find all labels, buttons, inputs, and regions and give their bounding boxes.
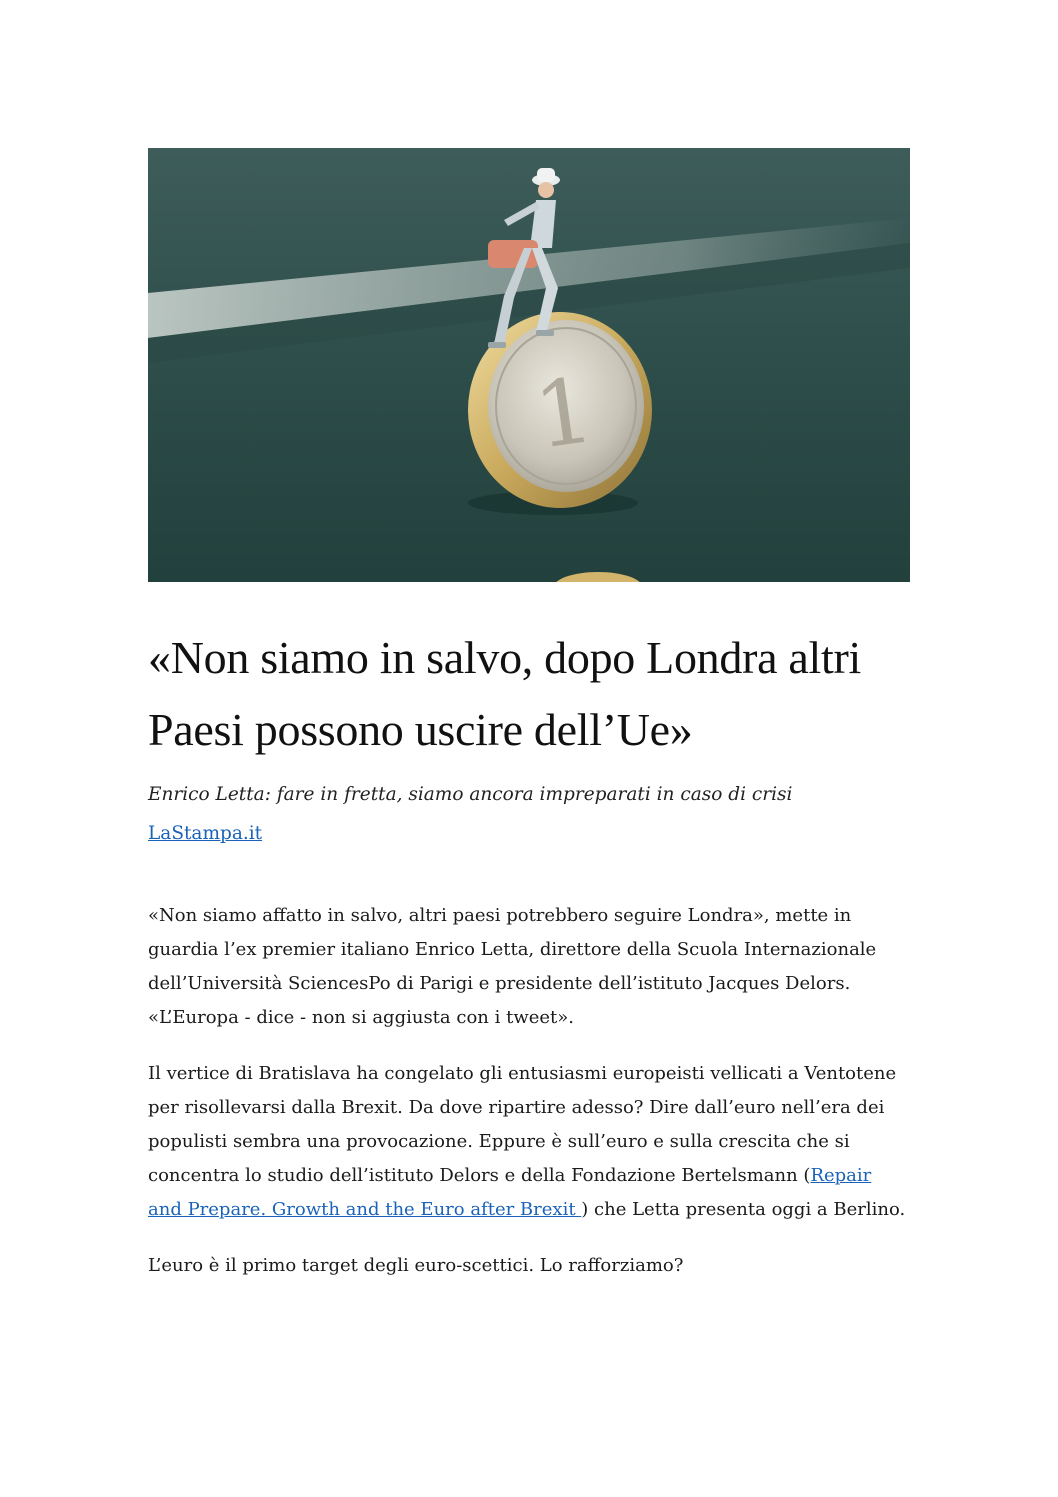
article-body: [148, 899, 910, 1283]
paragraph-1: «Non siamo affatto in salvo, altri paesi potrebbero seguire Londra», mette in guardia l’ex premier italiano Enrico Letta, direttore della Scuola Internazionale dell’Università SciencesPo di Parigi e presidente dell’istituto Jacques Delors. «L’Europa - dice - non si aggiusta con i tweet».: [148, 905, 877, 1028]
coin-figure-illustration: [148, 148, 910, 582]
source-link[interactable]: LaStampa.it: [148, 823, 263, 844]
article-headline: «Non siamo in salvo, dopo Londra altri Paesi possono uscire dell’Ue»: [148, 632, 861, 755]
paragraph-2-text-after: ) che Letta presenta oggi a Berlino.: [581, 1199, 906, 1220]
paragraph-2-text-before: Il vertice di Bratislava ha congelato gli entusiasmi europeisti vellicati a Ventotene per risollevarsi dalla Brexit. Da dove ripartire adesso? Dire dall’euro nell’era dei populisti sembra una provocazione. Eppure è sull’euro e sulla crescita che si concentra lo studio dell’istituto Delors e della Fondazione Bertelsmann (: [148, 1063, 897, 1186]
hero-image: [148, 148, 910, 582]
article-subtitle: Enrico Letta: fare in fretta, siamo ancora impreparati in caso di crisi: [148, 784, 793, 805]
paragraph-2: [148, 1057, 910, 1227]
report-link[interactable]: Repair and Prepare. Growth and the Euro after Brexit: [148, 1165, 872, 1220]
svg-text:1: 1: [528, 357, 600, 470]
article: [148, 148, 910, 1305]
paragraph-3: L’euro è il primo target degli euro-scettici. Lo rafforziamo?: [148, 1255, 684, 1276]
